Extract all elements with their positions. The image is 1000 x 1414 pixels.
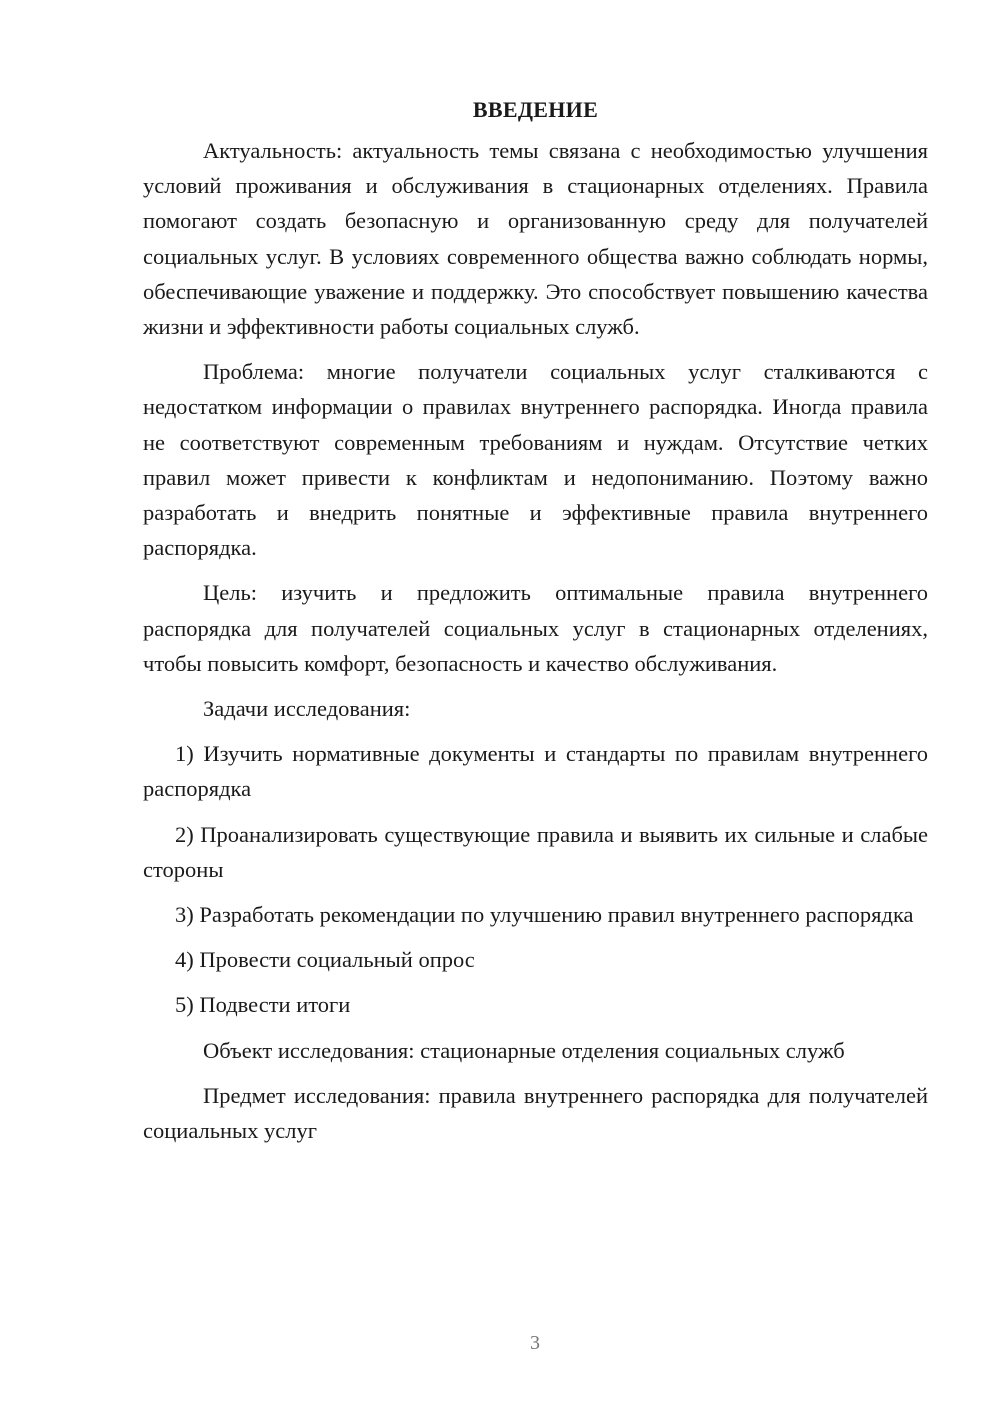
paragraph-problem: Проблема: многие получатели социальных услуг сталкиваются с недостатком информации о правилах внутреннего распорядка. Иногда правила не соответствуют современным требованиям и нуждам. Отсутствие четких правил может привести к конфликтам и недопониманию. Поэтому важно разработать и внедрить понятные и эффективные правила внутреннего распорядка. [143, 359, 928, 561]
page-content [143, 92, 928, 1158]
paragraph-goal: Цель: изучить и предложить оптимальные правила внутреннего распорядка для получателей социальных услуг в стационарных отделениях, чтобы повысить комфорт, безопасность и качество обслуживания. [143, 580, 928, 676]
task-item-2: 2) Проанализировать существующие правила и выявить их сильные и слабые стороны [143, 821, 928, 882]
section-heading: ВВЕДЕНИЕ [472, 97, 599, 122]
paragraph-relevance: Актуальность: актуальность темы связана с необходимостью улучшения условий проживания и обслуживания в стационарных отделениях. Правила помогают создать безопасную и организованную среду для получателей социальных услуг. В условиях современного общества важно соблюдать нормы, обеспечивающие уважение и поддержку. Это способствует повышению качества жизни и эффективности работы социальных служб. [143, 138, 928, 340]
tasks-label: Задачи исследования: [203, 696, 411, 722]
research-object: Объект исследования: стационарные отделения социальных служб [203, 1037, 845, 1063]
page-number: 3 [530, 1332, 540, 1354]
task-item-4: 4) Провести социальный опрос [175, 947, 475, 973]
task-item-5: 5) Подвести итоги [175, 992, 351, 1018]
task-item-1: 1) Изучить нормативные документы и стандарты по правилам внутреннего распорядка [143, 741, 928, 802]
task-item-3: 3) Разработать рекомендации по улучшению правил внутреннего распорядка [175, 902, 914, 928]
research-subject: Предмет исследования: правила внутреннего распорядка для получателей социальных услуг [143, 1082, 928, 1144]
